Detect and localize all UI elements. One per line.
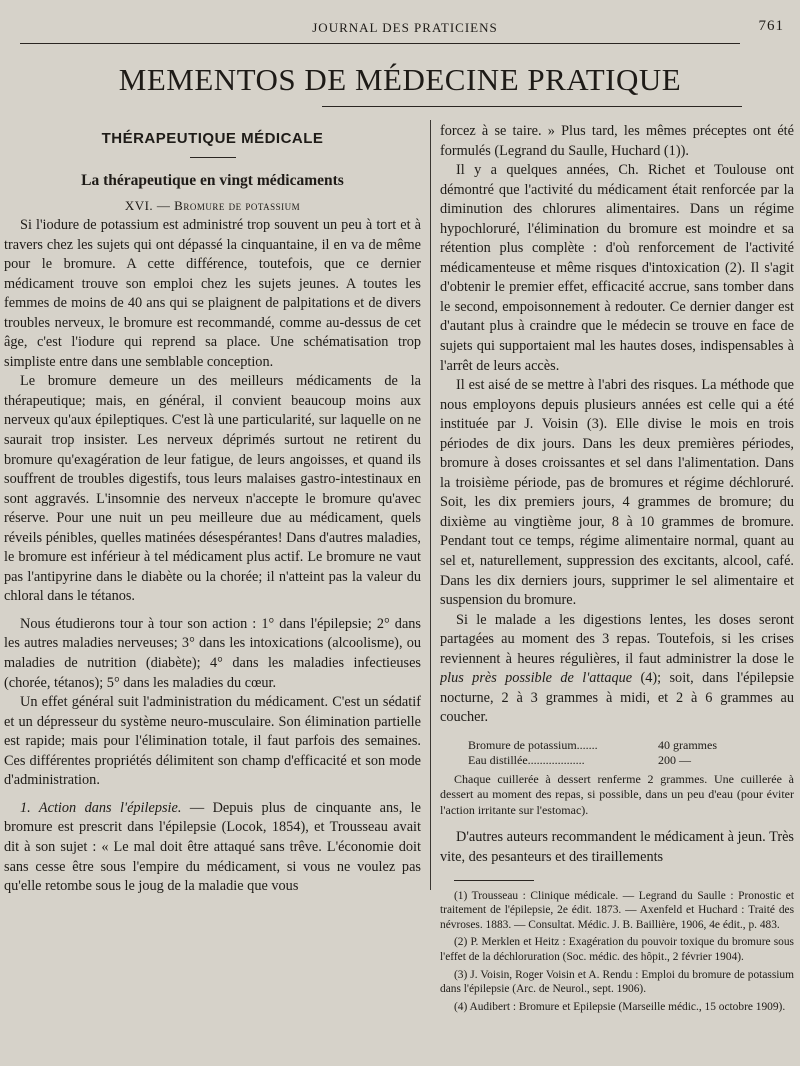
- paragraph: Le bromure demeure un des meilleurs médicaments de la thérapeutique; mais, en général, il convient beaucoup moins aux nerveux qu'aux épileptiques. C'est là une particularité, sur laquelle on ne saurait trop insister. Les nerveux déprimés surtout ne retirent du bromure qu'exagération de leur fatigue, de leurs angoisses, et quand ils souffrent de troubles digestifs, tous leurs malaises gastro-intestinaux en sont aggravés. L'insomnie des nerveux n'accepte le bromure qu'avec réserve. Pour une nuit un peu meilleure due au médicament, quels réveils pénibles, quelles matinées désespérantes! Dans d'autres maladies, le bromure est inférieur à tel médicament plus actif. Le bromure ne vaut pas l'antipyrine dans le diabète ou la chorée; il n'atteint pas la valeur du chloral dans le tétanos.: [4, 373, 421, 605]
- paragraph: Il est aisé de se mettre à l'abri des risques. La méthode que nous employons depuis plusieurs années est celle qui a été instituée par J. Voisin (3). Elle divise le mois en trois périodes de dix jours. Dans les deux premières périodes, bromure à doses croissantes et sel dans l'alimentation. Dans la troisième période, pas de bromures et régime déchloruré. Soit, les dix premiers jours, 4 grammes de bromure; du dixième au vingtième jour, 8 à 10 grammes de bromure. Pendant tout ce temps, régime alimentaire normal, quant au sel et, naturellement, suppression des excitants, alcool, café. Dans les dix derniers jours, supprimer le sel alimentaire et suspension du bromure.: [440, 377, 794, 609]
- paragraph: Un effet général suit l'administration du médicament. C'est un sédatif et un dépresseur du système neuro-musculaire. Son élimination partielle est rapide; mais pour l'élimination totale, il faut parfois des semaines. Ces différentes propriétés délimitent son champ d'efficacité et son mode d'administration.: [4, 694, 421, 789]
- prescription-drug: Bromure de potassium.......: [468, 737, 598, 752]
- meals-emphasis: plus près possible de l'attaque: [440, 670, 633, 687]
- prescription-note: Chaque cuillerée à dessert renferme 2 grammes. Une cuillerée à dessert au moment des repas, si possible, dans un peu d'eau (pour éviter l'action irritante sur l'estomac).: [440, 771, 794, 817]
- footnote: (1) Trousseau : Clinique médicale. — Legrand du Saulle : Pronostic et traitement de l'épilepsie, 2e édit. 1873. — Axenfeld et Huchard : Traité des névroses. 1883. — Consultat. Médic. J. B. Baillière, 1906, 4e édit., p. 483.: [440, 889, 794, 931]
- prescription-row: [468, 753, 794, 768]
- epilepsy-paragraph: [4, 799, 421, 897]
- prescription-dose: 200 —: [658, 752, 691, 767]
- running-title: JOURNAL DES PRATICIENS: [312, 20, 498, 35]
- right-body-end: [440, 828, 794, 867]
- header-rule: [20, 43, 740, 44]
- paragraph: D'autres auteurs recommandent le médicament à jeun. Très vite, des pesanteurs et des tiraillements: [440, 829, 794, 865]
- paragraph: Nous étudierons tour à tour son action : 1° dans l'épilepsie; 2° dans les autres maladies nerveuses; 3° dans les intoxications (alcoolisme), ou maladies de nutrition (diabète); 4° dans les maladies infectieuses (chorée, tétanos); 5° dans les maladies du cœur.: [4, 615, 421, 691]
- meals-text-end: (4); soit, dans l'épilepsie nocturne, 2 à 3 grammes à midi, et 2 à 6 grammes au coucher.: [440, 670, 794, 726]
- prescription-row: [468, 738, 794, 753]
- article-title: La thérapeutique en vingt médicaments: [81, 172, 344, 189]
- paragraph: Si l'iodure de potassium est administré trop souvent un peu à tort et à travers chez les sujets qui ont dépassé la cinquantaine, il en va de même pour le bromure. A cette différence, toutefois, que ce dernier médicament trouve son emploi chez les sujets jeunes. A toutes les femmes de moins de 40 ans qui se plaignent de palpitations et de divers troubles nerveux, le bromure est recommandé, comme au-dessus de cet âge, c'est l'iodure qui reprend sa place. Une schématisation trop simpliste entre dans une semblable conception.: [4, 217, 421, 370]
- meals-paragraph: [440, 611, 794, 728]
- left-body: [4, 216, 421, 897]
- page-number: 761: [758, 18, 784, 34]
- prescription-dose: 40 grammes: [658, 737, 717, 752]
- running-head: [10, 18, 800, 42]
- footnote: (3) J. Voisin, Roger Voisin et A. Rendu : Emploi du bromure de potassium dans l'épilepsie (Arc. de Neurol., sept. 1906).: [440, 968, 794, 996]
- paragraph: forcez à se taire. » Plus tard, les mêmes préceptes ont été formulés (Legrand du Saulle, Huchard (1)).: [440, 123, 794, 159]
- left-column: [4, 124, 421, 1064]
- section-rule: [190, 157, 236, 158]
- prescription: [468, 738, 794, 768]
- meals-text: Si le malade a les digestions lentes, les doses seront partagées au moment des 3 repas. Toutefois, si les crises reviennent à heures régulières, il faut administrer la dose le: [440, 611, 794, 667]
- title-rule: [322, 106, 742, 107]
- right-body: [440, 122, 794, 728]
- footnote: (2) P. Merklen et Heitz : Exagération du pouvoir toxique du bromure sous l'effet de la déchloruration (Soc. médic. des hôpit., 2 février 1904).: [440, 936, 794, 963]
- footnote: (4) Audibert : Bromure et Epilepsie (Marseille médic., 15 octobre 1909).: [454, 1000, 786, 1013]
- epilepsy-text: — Depuis plus de cinquante ans, le bromure est prescrit dans l'épilepsie (Locok, 1854), et Trousseau avait dit à son sujet : « Le mal doit être attaqué sans trêve. L'économie doit sans cesse être sous l'empire du médicament, si vous ne voulez pas qu'elle retombe sous le joug de la maladie que vous: [4, 799, 421, 895]
- prescription-drug: Eau distillée...................: [468, 752, 585, 767]
- section-heading: THÉRAPEUTIQUE MÉDICALE: [101, 130, 324, 147]
- paragraph: Il y a quelques années, Ch. Richet et Toulouse ont démontré que l'activité du médicament était renforcée par la diminution des chlorures alimentaires. Dans un régime hypochloruré, l'élimination du bromure est moindre et sa rétention plus complète : d'où renforcement de l'activité médicamenteuse et même risques d'intoxication (2). Il s'agit d'obtenir le premier effet, efficacité accrue, sans tomber dans le second, empoisonnement à redouter. Ce dernier danger est d'autant plus à craindre que le médecin se trouve en face de sujets qui supportaient mal les hautes doses, indispensables à l'arrêt de leurs accès.: [440, 162, 794, 374]
- article-subtitle: XVI. — Bromure de potassium: [124, 198, 301, 213]
- footnote-rule: [454, 880, 534, 881]
- column-divider: [430, 120, 431, 890]
- right-column: [440, 122, 794, 1062]
- epilepsy-label: 1. Action dans l'épilepsie.: [20, 799, 182, 816]
- main-title: MEMENTOS DE MÉDECINE PRATIQUE: [118, 62, 682, 97]
